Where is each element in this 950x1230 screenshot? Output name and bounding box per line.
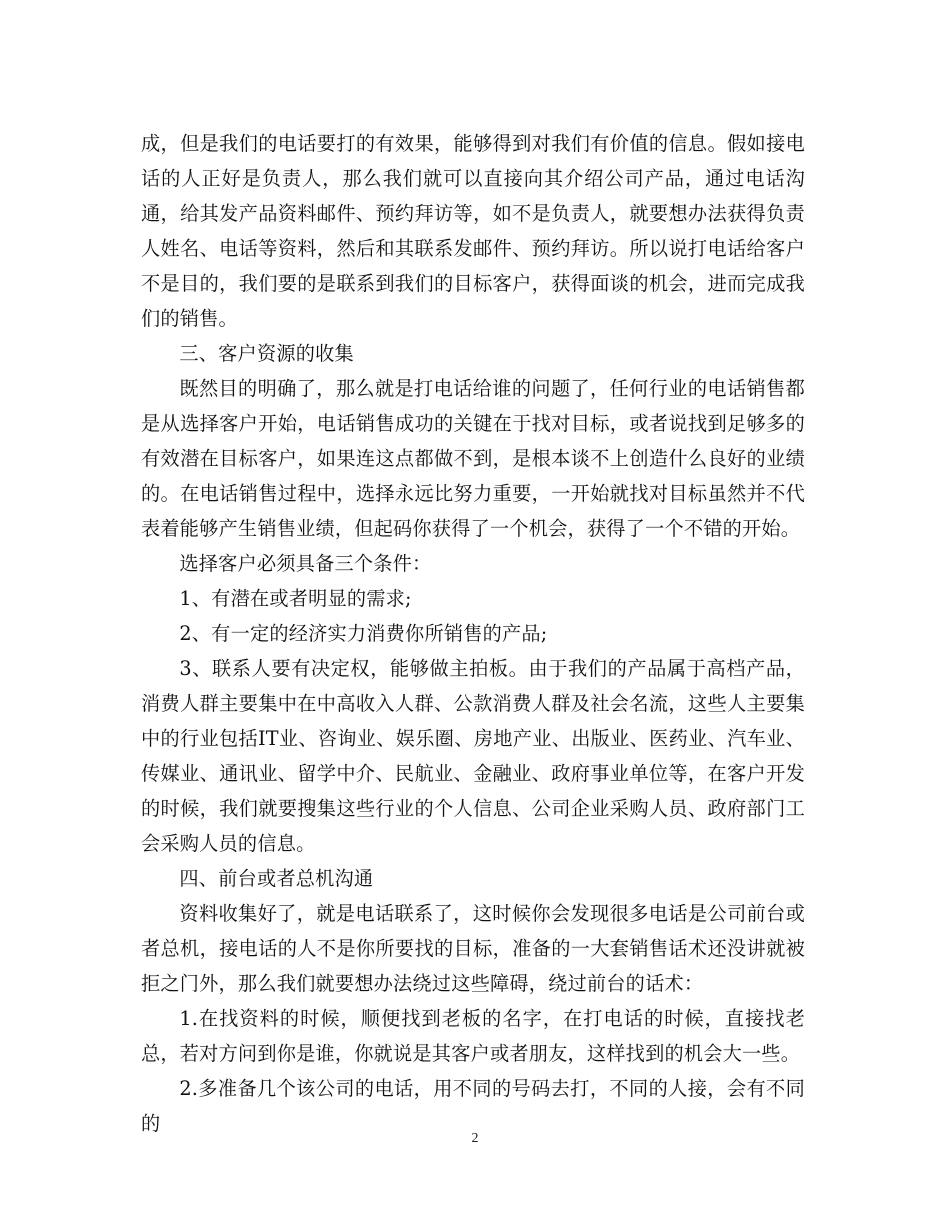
paragraph-three-conditions: 选择客户必须具备三个条件：: [179, 552, 432, 575]
paragraph-continuation: 成，但是我们的电话要打的有效果，能够得到对我们有价值的信息。假如接电话的人正好是负责人，那么我们就可以直接向其介绍公司产品，通过电话沟通，给其发产品资料邮件、预约拜访等，如不是负责人，就要想办法获得负责人姓名、电话等资料，然后和其联系发邮件、预约拜访。所以说打电话给客户不是目的，我们要的是联系到我们的目标客户，获得面谈的机会，进而完成我们的销售。: [141, 132, 805, 330]
list-item-tip-2: 2.多准备几个该公司的电话，用不同的号码去打，不同的人接，会有不同的: [141, 1077, 805, 1135]
section-heading-front-desk: 四、前台或者总机沟通: [179, 867, 374, 890]
list-item-tip-1: 1.在找资料的时候，顺便找到老板的名字，在打电话的时候，直接找老总，若对方问到你是谁，你就说是其客户或者朋友，这样找到的机会大一些。: [141, 1007, 805, 1065]
page-number: 2: [471, 1131, 479, 1146]
list-item-condition-3: 3、联系人要有决定权，能够做主拍板。由于我们的产品属于高档产品，消费人群主要集中在中高收入人群、公款消费人群及社会名流，这些人主要集中的行业包括IT业、咨询业、娱乐圈、房地产业、出版业、医药业、汽车业、传媒业、通讯业、留学中介、民航业、金融业、政府事业单位等，在客户开发的时候，我们就要搜集这些行业的个人信息、公司企业采购人员、政府部门工会采购人员的信息。: [141, 657, 805, 855]
paragraph-target-selection: 既然目的明确了，那么就是打电话给谁的问题了，任何行业的电话销售都是从选择客户开始，电话销售成功的关键在于找对目标，或者说找到足够多的有效潜在目标客户，如果连这点都做不到，是根本谈不上创造什么良好的业绩的。在电话销售过程中，选择永远比努力重要，一开始就找对目标虽然并不代表着能够产生销售业绩，但起码你获得了一个机会，获得了一个不错的开始。: [141, 377, 805, 540]
paragraph-front-desk-intro: 资料收集好了，就是电话联系了，这时候你会发现很多电话是公司前台或者总机，接电话的人不是你所要找的目标，准备的一大套销售话术还没讲就被拒之门外，那么我们就要想办法绕过这些障碍，绕过前台的话术：: [141, 902, 805, 995]
section-heading-customer-resources: 三、客户资源的收集: [179, 342, 354, 365]
document-body: [141, 126, 805, 1141]
list-item-condition-1: 1、有潜在或者明显的需求;: [179, 587, 412, 610]
list-item-condition-2: 2、有一定的经济实力消费你所销售的产品;: [179, 622, 548, 645]
